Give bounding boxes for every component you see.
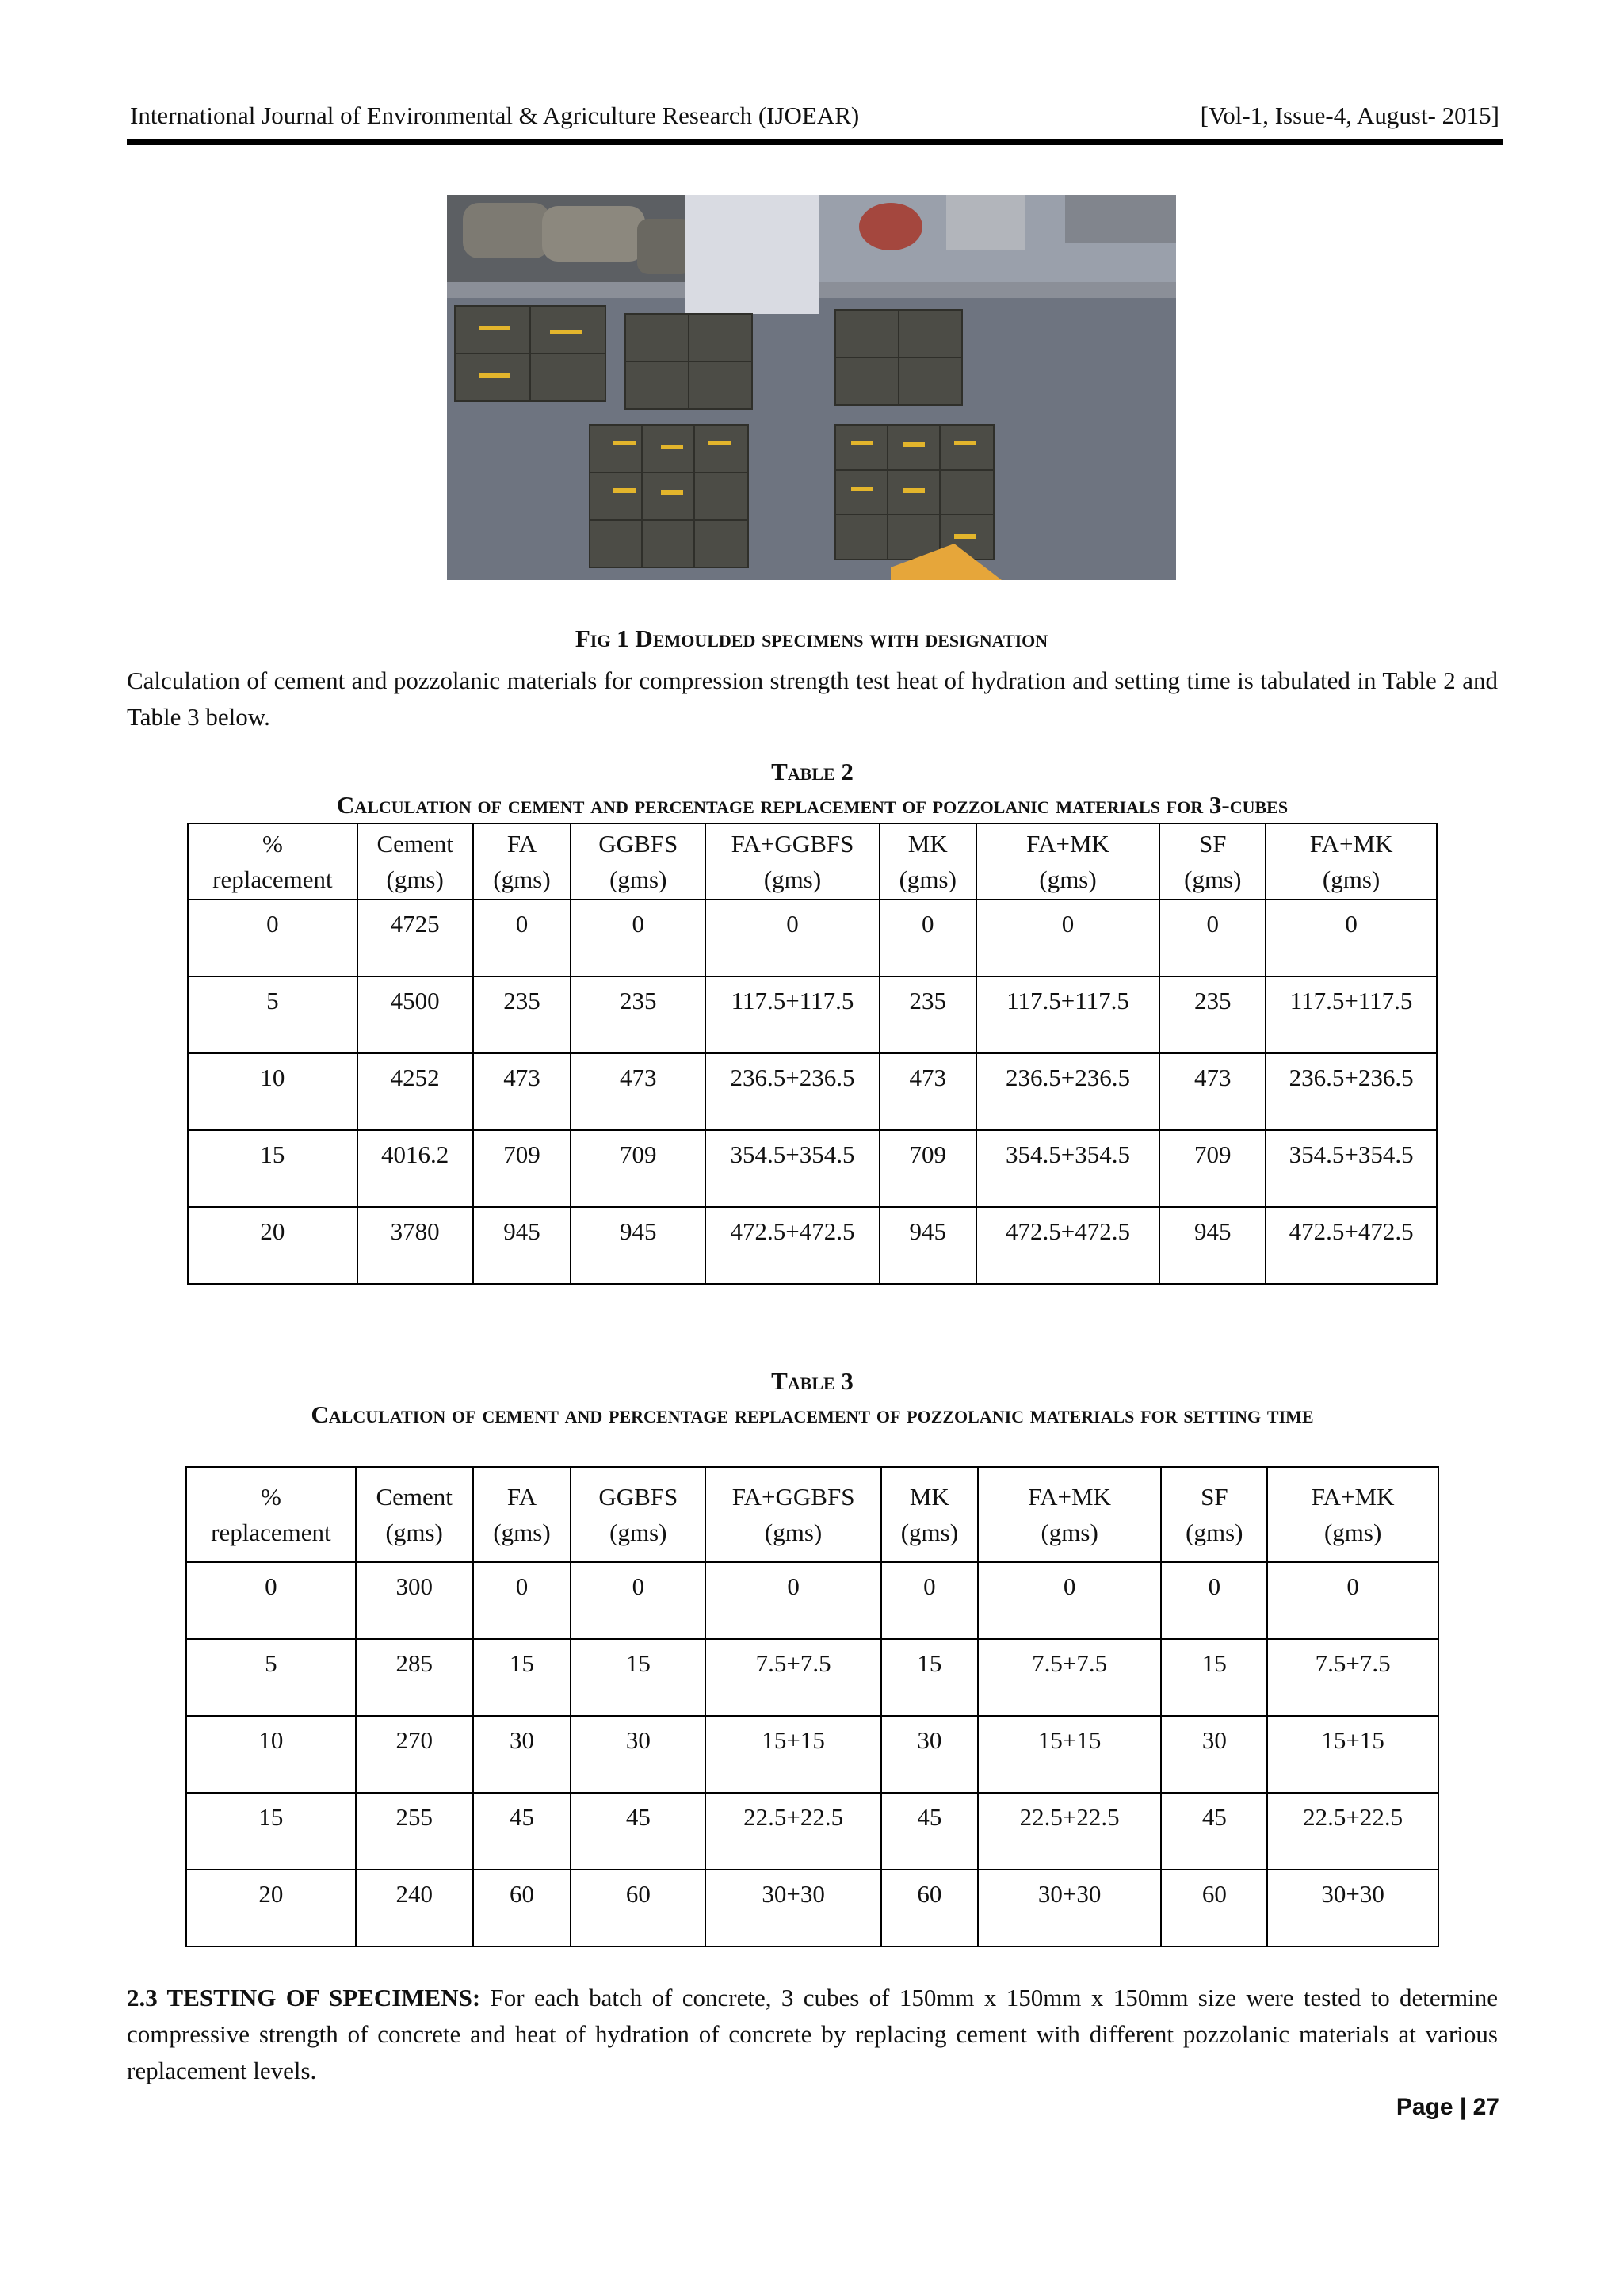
- table-cell: 7.5+7.5: [705, 1639, 881, 1716]
- table-cell: 0: [571, 1562, 705, 1639]
- col-percent-replacement: % replacement: [188, 823, 357, 900]
- table-cell: 15+15: [705, 1716, 881, 1793]
- table-row: [186, 1870, 1438, 1946]
- table-row: [188, 900, 1437, 976]
- col-fa: FA (gms): [473, 823, 571, 900]
- issue-info: [Vol-1, Issue-4, August- 2015]: [1200, 101, 1499, 129]
- table-cell: 5: [186, 1639, 356, 1716]
- table3-body: [186, 1562, 1438, 1946]
- col-mk: MK (gms): [880, 823, 976, 900]
- table-cell: 235: [1159, 976, 1266, 1053]
- table-cell: 30+30: [1267, 1870, 1438, 1946]
- table-cell: 22.5+22.5: [705, 1793, 881, 1870]
- table-cell: 709: [571, 1130, 705, 1207]
- table-cell: 0: [1266, 900, 1437, 976]
- table-cell: 4725: [357, 900, 473, 976]
- running-header: [127, 98, 1503, 139]
- table-cell: 0: [880, 900, 976, 976]
- table-cell: 5: [188, 976, 357, 1053]
- table-cell: 15: [186, 1793, 356, 1870]
- figure-caption: Fig 1 Demoulded specimens with designation: [575, 625, 1048, 652]
- table-cell: 30+30: [705, 1870, 881, 1946]
- table-cell: 945: [880, 1207, 976, 1284]
- table2: [187, 823, 1438, 1285]
- table-cell: 30: [881, 1716, 978, 1793]
- table-row: [186, 1639, 1438, 1716]
- table-cell: 45: [881, 1793, 978, 1870]
- page-footer: [1396, 2094, 1499, 2121]
- table-cell: 60: [571, 1870, 705, 1946]
- table-cell: 472.5+472.5: [705, 1207, 880, 1284]
- table-cell: 235: [473, 976, 571, 1053]
- table-row: [186, 1562, 1438, 1639]
- table-cell: 22.5+22.5: [1267, 1793, 1438, 1870]
- table-cell: 0: [1161, 1562, 1267, 1639]
- table-cell: 10: [186, 1716, 356, 1793]
- table-cell: 22.5+22.5: [978, 1793, 1162, 1870]
- col-fa-mk: FA+MK (gms): [976, 823, 1160, 900]
- testing-section: [127, 1980, 1498, 2089]
- col-sf: SF (gms): [1161, 1467, 1267, 1562]
- col-ggbfs: GGBFS (gms): [571, 823, 705, 900]
- table-row: [186, 1793, 1438, 1870]
- table-cell: 236.5+236.5: [1266, 1053, 1437, 1130]
- table-cell: 30: [473, 1716, 571, 1793]
- table-cell: 0: [473, 1562, 571, 1639]
- table-cell: 0: [881, 1562, 978, 1639]
- table-cell: 3780: [357, 1207, 473, 1284]
- table2-label: Table 2: [771, 758, 854, 785]
- table-cell: 473: [473, 1053, 571, 1130]
- table-cell: 117.5+117.5: [976, 976, 1160, 1053]
- table-row: [188, 1053, 1437, 1130]
- table-cell: 20: [186, 1870, 356, 1946]
- table-cell: 45: [1161, 1793, 1267, 1870]
- table-cell: 255: [356, 1793, 473, 1870]
- table-cell: 4252: [357, 1053, 473, 1130]
- page-label: Page: [1396, 2094, 1453, 2120]
- table-cell: 4500: [357, 976, 473, 1053]
- col-percent-replacement: % replacement: [186, 1467, 356, 1562]
- header-rule: [127, 139, 1503, 145]
- table-row: [188, 976, 1437, 1053]
- table-cell: 15+15: [978, 1716, 1162, 1793]
- table-row: [188, 1207, 1437, 1284]
- table-cell: 709: [880, 1130, 976, 1207]
- table-cell: 945: [1159, 1207, 1266, 1284]
- table-cell: 945: [473, 1207, 571, 1284]
- table-cell: 15: [473, 1639, 571, 1716]
- table-cell: 235: [571, 976, 705, 1053]
- section-heading: 2.3 TESTING OF SPECIMENS:: [127, 1984, 481, 2011]
- photo-illustration: [447, 195, 1176, 580]
- table3-label: Table 3: [771, 1367, 854, 1395]
- table-cell: 235: [880, 976, 976, 1053]
- table-cell: 0: [186, 1562, 356, 1639]
- table-cell: 7.5+7.5: [978, 1639, 1162, 1716]
- table-cell: 0: [976, 900, 1160, 976]
- col-ggbfs: GGBFS (gms): [571, 1467, 705, 1562]
- table-cell: 117.5+117.5: [1266, 976, 1437, 1053]
- table-row: [188, 1130, 1437, 1207]
- col-fa: FA (gms): [473, 1467, 571, 1562]
- table-header-row: [186, 1467, 1438, 1562]
- table-cell: 270: [356, 1716, 473, 1793]
- table-cell: 473: [571, 1053, 705, 1130]
- table-cell: 709: [473, 1130, 571, 1207]
- intro-paragraph: Calculation of cement and pozzolanic materials for compression strength test heat of hydration and setting time is tabulated in Table 2 and Table 3 below.: [127, 667, 1498, 731]
- table-row: [186, 1716, 1438, 1793]
- table-cell: 472.5+472.5: [1266, 1207, 1437, 1284]
- table-cell: 60: [881, 1870, 978, 1946]
- table-cell: 0: [571, 900, 705, 976]
- table-cell: 0: [1267, 1562, 1438, 1639]
- table-cell: 0: [705, 1562, 881, 1639]
- table-cell: 354.5+354.5: [1266, 1130, 1437, 1207]
- table-cell: 285: [356, 1639, 473, 1716]
- journal-title: International Journal of Environmental & Agriculture Research (IJOEAR): [130, 101, 860, 129]
- table-cell: 709: [1159, 1130, 1266, 1207]
- table3: [185, 1466, 1439, 1947]
- table-cell: 15: [188, 1130, 357, 1207]
- table-cell: 0: [188, 900, 357, 976]
- col-mk: MK (gms): [881, 1467, 978, 1562]
- table-header-row: [188, 823, 1437, 900]
- table-cell: 472.5+472.5: [976, 1207, 1160, 1284]
- col-fa-mk: FA+MK (gms): [978, 1467, 1162, 1562]
- table-cell: 30+30: [978, 1870, 1162, 1946]
- col-cement: Cement (gms): [357, 823, 473, 900]
- section-text: For each batch of concrete, 3 cubes of 150mm x 150mm x 150mm size were tested to determine compressive strength of concrete and heat of hydration of concrete by replacing cement with different pozzolanic materials at various replacement levels.: [127, 1984, 1498, 2084]
- table2-title: Calculation of cement and percentage replacement of pozzolanic materials for 3-cubes: [336, 791, 1289, 819]
- table2-body: [188, 900, 1437, 1284]
- page-separator: |: [1459, 2094, 1473, 2120]
- table-cell: 240: [356, 1870, 473, 1946]
- table-cell: 7.5+7.5: [1267, 1639, 1438, 1716]
- table-cell: 354.5+354.5: [976, 1130, 1160, 1207]
- table-cell: 0: [705, 900, 880, 976]
- table-cell: 10: [188, 1053, 357, 1130]
- table-cell: 45: [473, 1793, 571, 1870]
- table-cell: 300: [356, 1562, 473, 1639]
- table-cell: 45: [571, 1793, 705, 1870]
- table-cell: 20: [188, 1207, 357, 1284]
- table-cell: 30: [1161, 1716, 1267, 1793]
- table3-title: Calculation of cement and percentage replacement of pozzolanic materials for setting time: [311, 1400, 1314, 1428]
- table-cell: 15: [881, 1639, 978, 1716]
- table-cell: 60: [473, 1870, 571, 1946]
- table3-header: [186, 1467, 1438, 1562]
- table-cell: 236.5+236.5: [705, 1053, 880, 1130]
- table-cell: 60: [1161, 1870, 1267, 1946]
- col-fa-ggbfs: FA+GGBFS (gms): [705, 823, 880, 900]
- table-cell: 15: [571, 1639, 705, 1716]
- table-cell: 473: [1159, 1053, 1266, 1130]
- col-sf: SF (gms): [1159, 823, 1266, 900]
- table-cell: 0: [978, 1562, 1162, 1639]
- specimens-photo: [447, 195, 1176, 580]
- col-fa-mk-2: FA+MK (gms): [1266, 823, 1437, 900]
- table-cell: 15+15: [1267, 1716, 1438, 1793]
- table-cell: 945: [571, 1207, 705, 1284]
- page-number: 27: [1472, 2094, 1499, 2120]
- table-cell: 473: [880, 1053, 976, 1130]
- table2-header: [188, 823, 1437, 900]
- table-cell: 30: [571, 1716, 705, 1793]
- table-cell: 15: [1161, 1639, 1267, 1716]
- col-cement: Cement (gms): [356, 1467, 473, 1562]
- table-cell: 0: [473, 900, 571, 976]
- col-fa-mk-2: FA+MK (gms): [1267, 1467, 1438, 1562]
- table-cell: 354.5+354.5: [705, 1130, 880, 1207]
- table-cell: 117.5+117.5: [705, 976, 880, 1053]
- table-cell: 0: [1159, 900, 1266, 976]
- col-fa-ggbfs: FA+GGBFS (gms): [705, 1467, 881, 1562]
- table-cell: 4016.2: [357, 1130, 473, 1207]
- table-cell: 236.5+236.5: [976, 1053, 1160, 1130]
